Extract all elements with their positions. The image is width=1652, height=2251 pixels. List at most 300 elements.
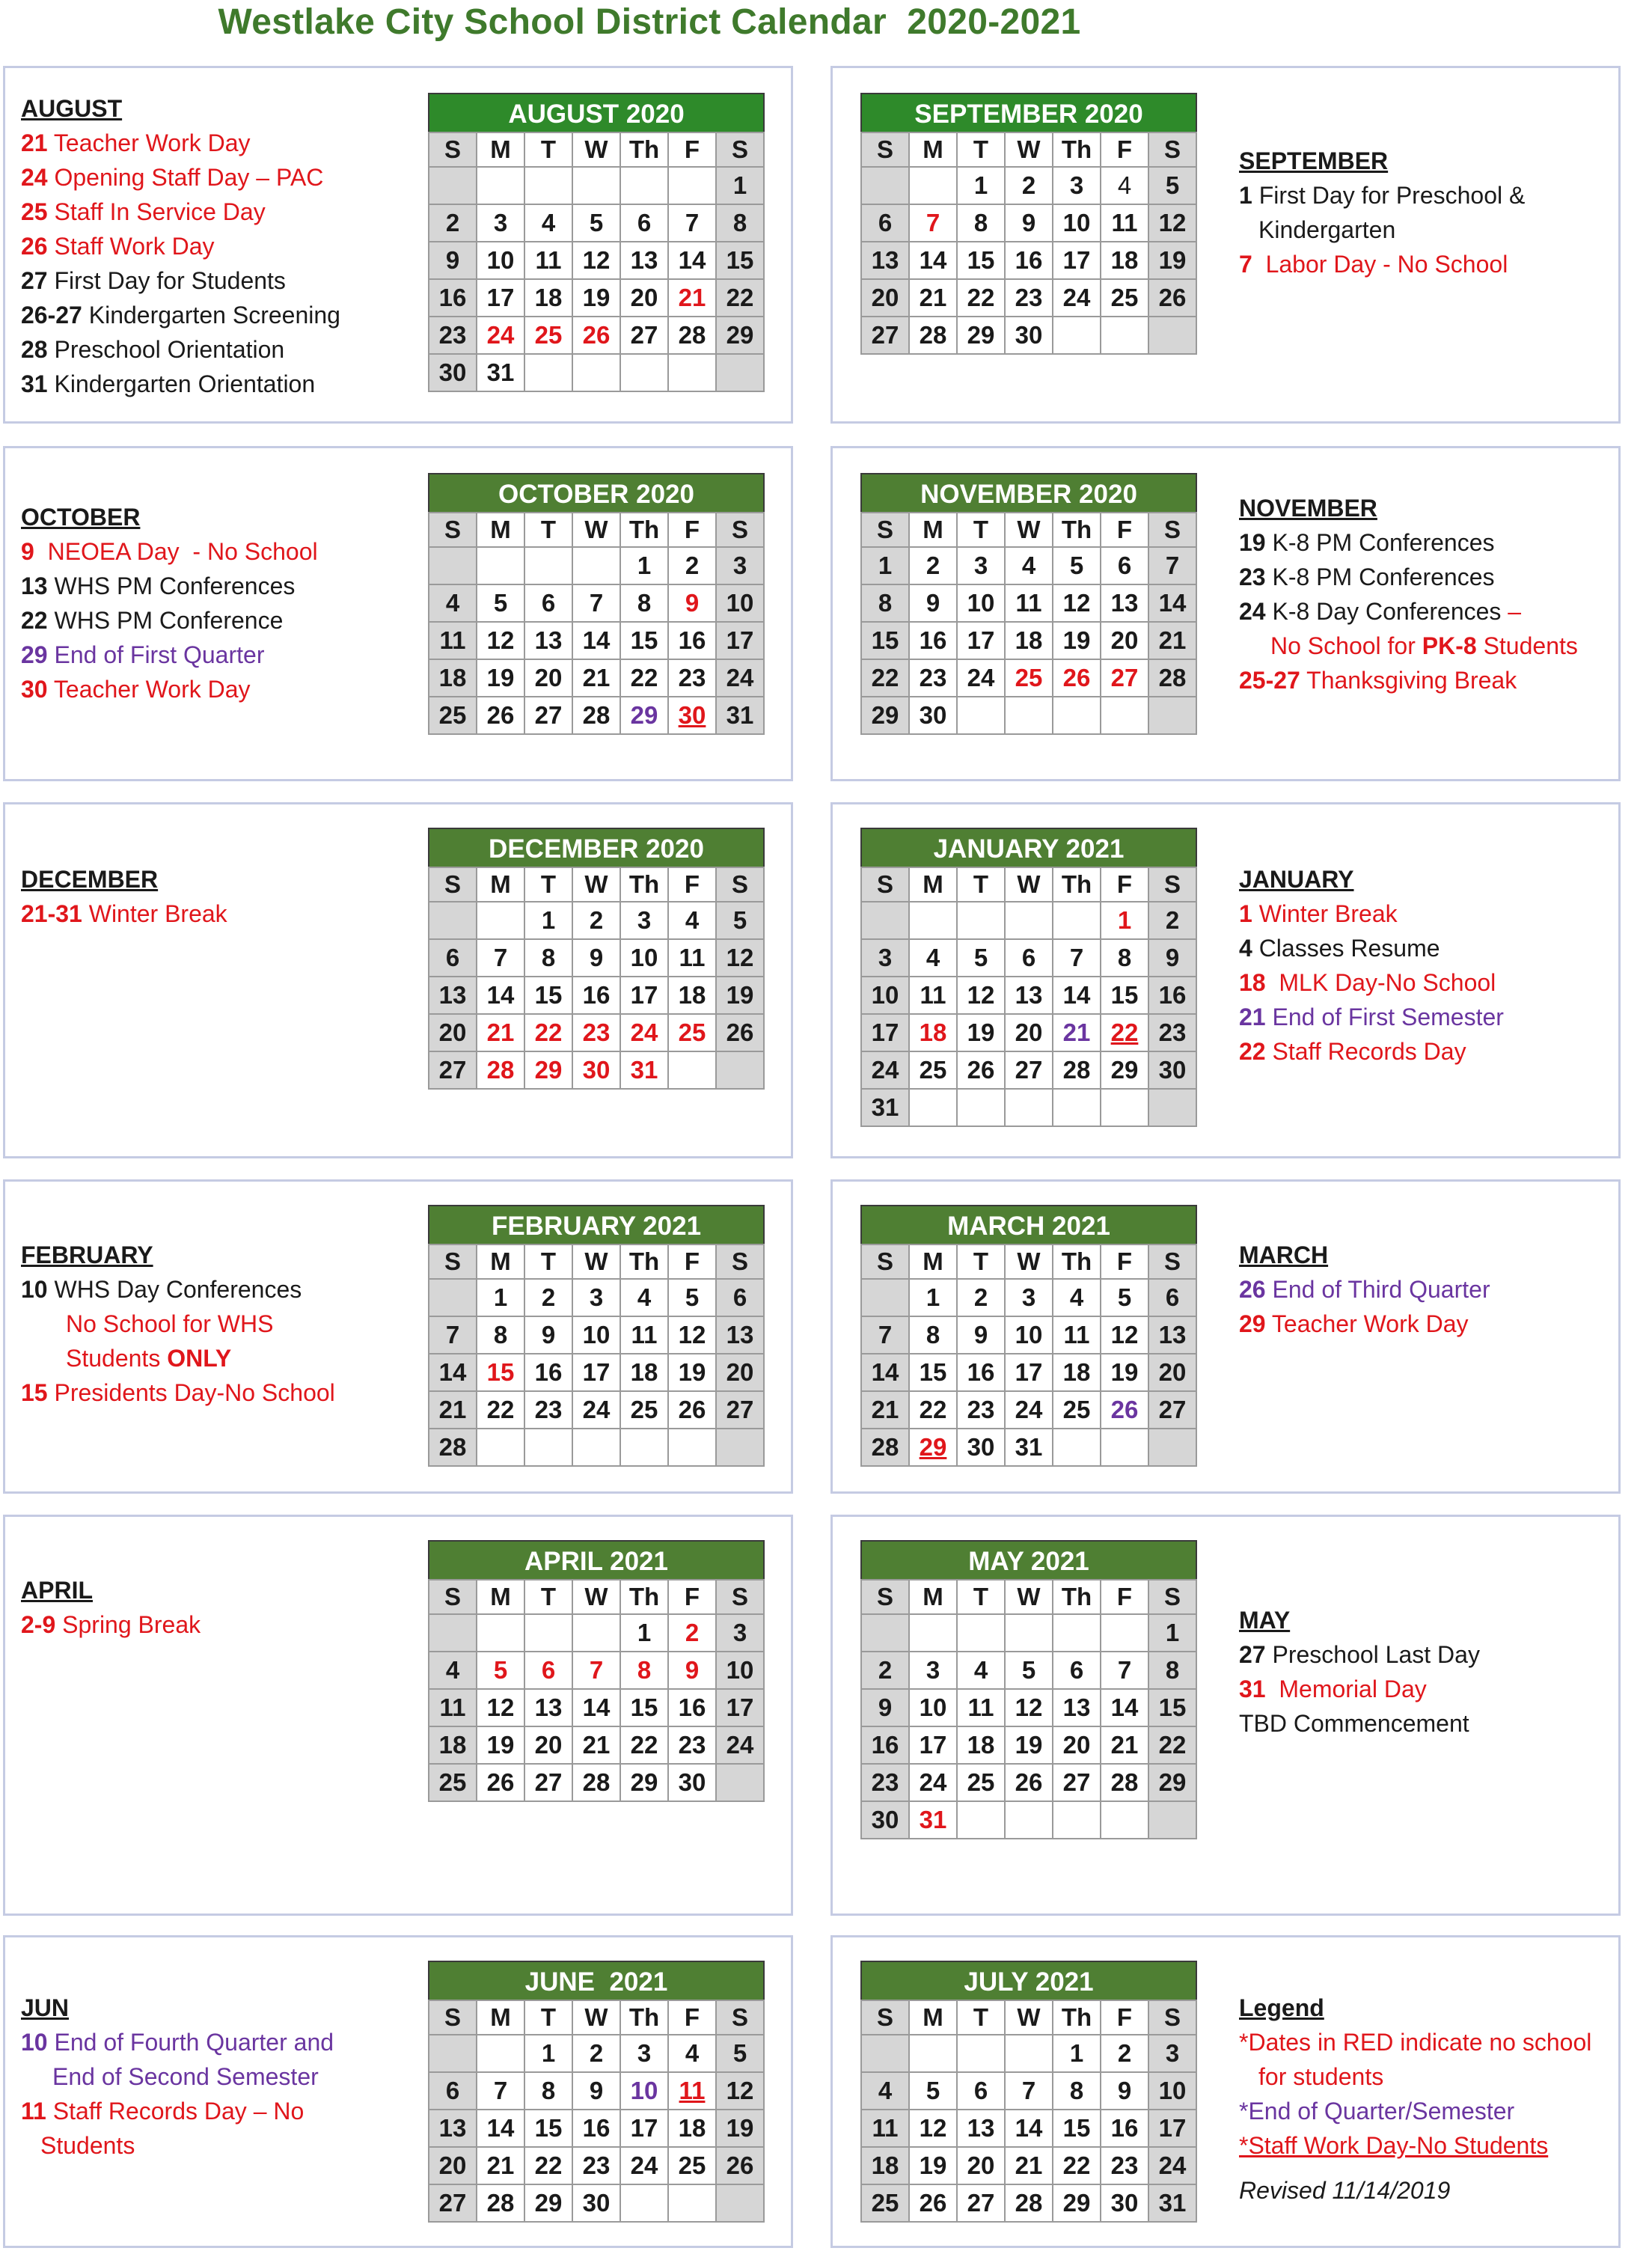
calendar-title: APRIL 2021 xyxy=(428,1540,765,1579)
empty-day-cell xyxy=(477,2035,524,2072)
event-line xyxy=(21,332,340,367)
calendar-title: JUNE 2021 xyxy=(428,1961,765,2000)
day-cell: 28 xyxy=(572,1764,620,1801)
event-line xyxy=(21,638,318,672)
day-cell: 17 xyxy=(477,279,524,317)
event-text: No School for xyxy=(1270,632,1422,659)
event-line xyxy=(21,2128,334,2163)
event-line xyxy=(21,195,340,229)
event-line xyxy=(1239,965,1504,1000)
weekday-header: M xyxy=(909,1244,957,1279)
weekday-header: T xyxy=(957,1244,1005,1279)
day-cell: 9 xyxy=(668,584,716,622)
weekday-header: F xyxy=(668,132,716,167)
empty-day-cell xyxy=(524,354,572,391)
day-cell: 1 xyxy=(620,547,668,584)
empty-day-cell xyxy=(524,1614,572,1652)
day-cell: 27 xyxy=(1005,1051,1053,1089)
day-cell: 3 xyxy=(620,2035,668,2072)
day-cell: 12 xyxy=(477,622,524,659)
event-line xyxy=(1239,2094,1591,2128)
day-cell: 8 xyxy=(716,204,764,242)
day-cell: 29 xyxy=(1101,1051,1148,1089)
day-cell: 13 xyxy=(524,1689,572,1726)
day-cell: 9 xyxy=(1005,204,1053,242)
day-cell: 25 xyxy=(429,1764,477,1801)
event-line xyxy=(21,1341,335,1375)
day-cell: 3 xyxy=(477,204,524,242)
day-cell: 14 xyxy=(572,1689,620,1726)
day-cell: 3 xyxy=(620,902,668,939)
day-cell: 4 xyxy=(429,1652,477,1689)
day-cell: 6 xyxy=(524,1652,572,1689)
calendar-may xyxy=(860,1540,1197,1839)
day-cell: 6 xyxy=(1005,939,1053,977)
empty-day-cell xyxy=(909,1089,957,1126)
day-cell: 31 xyxy=(1005,1429,1053,1466)
calendar-january xyxy=(860,828,1197,1127)
day-cell: 13 xyxy=(1053,1689,1101,1726)
month-heading: NOVEMBER xyxy=(1239,495,1377,522)
event-date: 26 xyxy=(1239,1276,1266,1303)
empty-day-cell xyxy=(909,902,957,939)
day-cell: 7 xyxy=(1053,939,1101,977)
event-text: Staff Work Day xyxy=(47,233,215,260)
day-cell: 12 xyxy=(477,1689,524,1726)
weekday-header: W xyxy=(1005,2000,1053,2035)
day-cell: 28 xyxy=(1005,2184,1053,2222)
empty-day-cell xyxy=(1005,1089,1053,1126)
weekday-header: T xyxy=(524,2000,572,2035)
event-date: 22 xyxy=(1239,1038,1266,1065)
day-cell: 21 xyxy=(909,279,957,317)
day-cell: 30 xyxy=(1148,1051,1196,1089)
weekday-header: W xyxy=(572,132,620,167)
day-cell: 30 xyxy=(861,1801,909,1839)
day-cell: 2 xyxy=(429,204,477,242)
event-text: Kindergarten Orientation xyxy=(47,370,316,397)
weekday-header: M xyxy=(909,2000,957,2035)
month-heading: Legend xyxy=(1239,1994,1324,2021)
event-line xyxy=(21,2059,334,2094)
day-cell: 25 xyxy=(524,317,572,354)
day-cell: 15 xyxy=(1053,2110,1101,2147)
day-cell: 25 xyxy=(620,1391,668,1429)
event-text: Preschool Last Day xyxy=(1265,1641,1480,1668)
day-cell: 28 xyxy=(477,2184,524,2222)
day-cell: 20 xyxy=(1101,622,1148,659)
month-heading: JUN xyxy=(21,1994,70,2021)
event-text: Labor Day - No School xyxy=(1252,251,1508,278)
event-date: 28 xyxy=(21,336,48,363)
day-cell: 26 xyxy=(716,2147,764,2184)
day-cell: 3 xyxy=(572,1279,620,1316)
empty-day-cell xyxy=(957,697,1005,734)
day-cell: 14 xyxy=(1101,1689,1148,1726)
day-cell: 16 xyxy=(909,622,957,659)
day-cell: 19 xyxy=(909,2147,957,2184)
day-cell: 8 xyxy=(620,584,668,622)
weekday-header: Th xyxy=(1053,867,1101,902)
month-heading: SEPTEMBER xyxy=(1239,147,1389,174)
day-cell: 24 xyxy=(1148,2147,1196,2184)
day-cell: 6 xyxy=(957,2072,1005,2110)
day-cell: 21 xyxy=(572,659,620,697)
day-cell: 17 xyxy=(909,1726,957,1764)
weekday-header: S xyxy=(1148,1244,1196,1279)
calendar-grid xyxy=(428,512,765,735)
day-cell: 9 xyxy=(957,1316,1005,1354)
event-line xyxy=(1239,663,1578,697)
weekday-header: W xyxy=(1005,867,1053,902)
day-cell: 24 xyxy=(909,1764,957,1801)
notes-june xyxy=(21,1991,334,2163)
event-date: 19 xyxy=(1239,529,1266,556)
event-date: 1 xyxy=(1239,182,1252,209)
event-line xyxy=(21,897,227,931)
day-cell: 26 xyxy=(572,317,620,354)
event-line xyxy=(1239,1034,1504,1069)
day-cell: 16 xyxy=(668,622,716,659)
day-cell: 5 xyxy=(1053,547,1101,584)
day-cell: 31 xyxy=(909,1801,957,1839)
day-cell: 13 xyxy=(429,977,477,1014)
day-cell: 26 xyxy=(909,2184,957,2222)
day-cell: 14 xyxy=(909,242,957,279)
day-cell: 25 xyxy=(668,2147,716,2184)
day-cell: 15 xyxy=(716,242,764,279)
day-cell: 24 xyxy=(620,2147,668,2184)
day-cell: 26 xyxy=(1053,659,1101,697)
event-text: Teacher Work Day xyxy=(1265,1310,1469,1337)
event-line xyxy=(1239,1672,1480,1706)
day-cell: 8 xyxy=(861,584,909,622)
calendar-november xyxy=(860,473,1197,735)
day-cell: 19 xyxy=(716,977,764,1014)
event-line xyxy=(21,672,318,706)
day-cell: 6 xyxy=(429,2072,477,2110)
calendar-title: DECEMBER 2020 xyxy=(428,828,765,867)
weekday-header: F xyxy=(1101,1580,1148,1614)
weekday-header: Th xyxy=(620,132,668,167)
day-cell: 27 xyxy=(524,697,572,734)
day-cell: 15 xyxy=(861,622,909,659)
event-text: Staff Records Day xyxy=(1265,1038,1466,1065)
empty-day-cell xyxy=(1005,902,1053,939)
event-line xyxy=(21,298,340,332)
empty-day-cell xyxy=(1053,1801,1101,1839)
empty-day-cell xyxy=(524,547,572,584)
empty-day-cell xyxy=(1005,1614,1053,1652)
month-heading: JANUARY xyxy=(1239,866,1354,893)
day-cell: 2 xyxy=(861,1652,909,1689)
event-date: 18 xyxy=(1239,969,1266,996)
day-cell: 24 xyxy=(716,1726,764,1764)
event-line xyxy=(21,367,340,401)
day-cell: 19 xyxy=(668,1354,716,1391)
empty-day-cell xyxy=(1148,1801,1196,1839)
day-cell: 6 xyxy=(1053,1652,1101,1689)
day-cell: 15 xyxy=(1148,1689,1196,1726)
day-cell: 1 xyxy=(909,1279,957,1316)
day-cell: 7 xyxy=(861,1316,909,1354)
event-line xyxy=(21,1607,201,1642)
month-heading: MAY xyxy=(1239,1607,1291,1634)
weekday-header: M xyxy=(909,132,957,167)
calendar-grid xyxy=(860,512,1197,735)
event-text: Staff In Service Day xyxy=(47,198,266,225)
empty-day-cell xyxy=(909,167,957,204)
day-cell: 17 xyxy=(1005,1354,1053,1391)
weekday-header: S xyxy=(1148,513,1196,547)
day-cell: 2 xyxy=(524,1279,572,1316)
empty-day-cell xyxy=(572,547,620,584)
day-cell: 23 xyxy=(861,1764,909,1801)
empty-day-cell xyxy=(477,902,524,939)
day-cell: 16 xyxy=(572,977,620,1014)
day-cell: 3 xyxy=(957,547,1005,584)
weekday-header: M xyxy=(477,132,524,167)
day-cell: 15 xyxy=(1101,977,1148,1014)
day-cell: 17 xyxy=(1053,242,1101,279)
event-text: Thanksgiving Break xyxy=(1300,667,1517,694)
weekday-header: W xyxy=(572,2000,620,2035)
day-cell: 4 xyxy=(429,584,477,622)
event-date: 31 xyxy=(1239,1676,1266,1702)
empty-day-cell xyxy=(861,902,909,939)
day-cell: 18 xyxy=(861,2147,909,2184)
weekday-header: T xyxy=(524,513,572,547)
empty-day-cell xyxy=(524,1429,572,1466)
day-cell: 4 xyxy=(1005,547,1053,584)
day-cell: 3 xyxy=(716,547,764,584)
event-text: NEOEA Day - No School xyxy=(34,538,318,565)
weekday-header: F xyxy=(668,867,716,902)
empty-day-cell xyxy=(620,354,668,391)
calendar-grid xyxy=(428,2000,765,2223)
empty-day-cell xyxy=(909,2035,957,2072)
day-cell: 20 xyxy=(1148,1354,1196,1391)
day-cell: 23 xyxy=(957,1391,1005,1429)
weekday-header: S xyxy=(1148,2000,1196,2035)
day-cell: 5 xyxy=(716,902,764,939)
day-cell: 8 xyxy=(1053,2072,1101,2110)
event-text: TBD Commencement xyxy=(1239,1710,1469,1737)
day-cell: 30 xyxy=(1101,2184,1148,2222)
event-text: Classes Resume xyxy=(1252,935,1440,962)
empty-day-cell xyxy=(1005,697,1053,734)
day-cell: 27 xyxy=(1053,1764,1101,1801)
event-line xyxy=(1239,525,1578,560)
weekday-header: S xyxy=(716,513,764,547)
event-date: 26 xyxy=(21,233,48,260)
day-cell: 25 xyxy=(429,697,477,734)
day-cell: 11 xyxy=(524,242,572,279)
empty-day-cell xyxy=(716,1051,764,1089)
day-cell: 25 xyxy=(1101,279,1148,317)
weekday-header: T xyxy=(957,867,1005,902)
day-cell: 11 xyxy=(429,622,477,659)
empty-day-cell xyxy=(1101,1801,1148,1839)
event-line xyxy=(1239,594,1578,629)
day-cell: 18 xyxy=(429,1726,477,1764)
day-cell: 28 xyxy=(572,697,620,734)
day-cell: 15 xyxy=(524,977,572,1014)
notes-september xyxy=(1239,144,1525,281)
month-heading: AUGUST xyxy=(21,95,123,122)
day-cell: 27 xyxy=(620,317,668,354)
day-cell: 7 xyxy=(1101,1652,1148,1689)
day-cell: 9 xyxy=(429,242,477,279)
empty-day-cell xyxy=(429,902,477,939)
empty-day-cell xyxy=(861,1279,909,1316)
calendar-grid xyxy=(860,867,1197,1127)
day-cell: 20 xyxy=(524,659,572,697)
calendar-december xyxy=(428,828,765,1090)
empty-day-cell xyxy=(1053,317,1101,354)
weekday-header: S xyxy=(861,132,909,167)
event-text: MLK Day-No School xyxy=(1265,969,1496,996)
weekday-header: Th xyxy=(1053,1580,1101,1614)
empty-day-cell xyxy=(429,167,477,204)
weekday-header: F xyxy=(1101,132,1148,167)
day-cell: 29 xyxy=(861,697,909,734)
weekday-header: T xyxy=(524,867,572,902)
day-cell: 26 xyxy=(716,1014,764,1051)
day-cell: 22 xyxy=(957,279,1005,317)
day-cell: 5 xyxy=(1148,167,1196,204)
day-cell: 19 xyxy=(1101,1354,1148,1391)
notes-april xyxy=(21,1573,201,1642)
weekday-header: S xyxy=(429,1244,477,1279)
event-date: 1 xyxy=(1239,900,1252,927)
event-line xyxy=(1239,560,1578,594)
event-line xyxy=(1239,213,1525,247)
calendar-august xyxy=(428,93,765,392)
calendar-july xyxy=(860,1961,1197,2223)
calendar-october xyxy=(428,473,765,735)
empty-day-cell xyxy=(1148,697,1196,734)
day-cell: 18 xyxy=(1101,242,1148,279)
day-cell: 18 xyxy=(668,2110,716,2147)
month-heading: APRIL xyxy=(21,1577,93,1604)
weekday-header: T xyxy=(524,132,572,167)
day-cell: 14 xyxy=(572,622,620,659)
day-cell: 30 xyxy=(909,697,957,734)
empty-day-cell xyxy=(1053,902,1101,939)
weekday-header: T xyxy=(957,1580,1005,1614)
day-cell: 7 xyxy=(477,2072,524,2110)
day-cell: 23 xyxy=(668,659,716,697)
empty-day-cell xyxy=(477,1614,524,1652)
event-line xyxy=(1239,2025,1591,2059)
event-line xyxy=(1239,178,1525,213)
day-cell: 8 xyxy=(909,1316,957,1354)
day-cell: 8 xyxy=(1148,1652,1196,1689)
weekday-header: S xyxy=(429,132,477,167)
day-cell: 21 xyxy=(477,1014,524,1051)
empty-day-cell xyxy=(957,2035,1005,2072)
event-date: 10 xyxy=(21,1276,48,1303)
weekday-header: W xyxy=(1005,513,1053,547)
weekday-header: M xyxy=(477,1580,524,1614)
day-cell: 6 xyxy=(429,939,477,977)
event-text: Teacher Work Day xyxy=(47,676,251,703)
day-cell: 1 xyxy=(524,902,572,939)
day-cell: 11 xyxy=(1005,584,1053,622)
day-cell: 1 xyxy=(1053,2035,1101,2072)
event-text: Preschool Orientation xyxy=(47,336,285,363)
day-cell: 28 xyxy=(1148,659,1196,697)
notes-legend xyxy=(1239,1991,1591,2208)
day-cell: 12 xyxy=(957,977,1005,1014)
event-line xyxy=(21,569,318,603)
event-line xyxy=(21,2025,334,2059)
day-cell: 18 xyxy=(620,1354,668,1391)
day-cell: 7 xyxy=(909,204,957,242)
calendar-grid xyxy=(860,1244,1197,1467)
day-cell: 13 xyxy=(620,242,668,279)
day-cell: 24 xyxy=(620,1014,668,1051)
empty-day-cell xyxy=(477,547,524,584)
weekday-header: F xyxy=(1101,867,1148,902)
calendar-grid xyxy=(860,2000,1197,2223)
day-cell: 11 xyxy=(620,1316,668,1354)
day-cell: 5 xyxy=(1101,1279,1148,1316)
event-text: K-8 PM Conferences xyxy=(1265,529,1495,556)
event-date: 25-27 xyxy=(1239,667,1300,694)
day-cell: 10 xyxy=(1148,2072,1196,2110)
empty-day-cell xyxy=(668,1429,716,1466)
day-cell: 2 xyxy=(909,547,957,584)
page-title: Westlake City School District Calendar 2020-2021 xyxy=(218,2,1081,42)
event-line xyxy=(1239,1307,1490,1341)
empty-day-cell xyxy=(1101,1429,1148,1466)
day-cell: 16 xyxy=(524,1354,572,1391)
event-text: *Dates in RED indicate no school xyxy=(1239,2029,1592,2056)
event-line xyxy=(1239,2128,1591,2163)
day-cell: 14 xyxy=(668,242,716,279)
day-cell: 13 xyxy=(1005,977,1053,1014)
day-cell: 21 xyxy=(1101,1726,1148,1764)
day-cell: 10 xyxy=(620,2072,668,2110)
event-line xyxy=(1239,1000,1504,1034)
day-cell: 22 xyxy=(620,659,668,697)
day-cell: 30 xyxy=(1005,317,1053,354)
empty-day-cell xyxy=(572,167,620,204)
day-cell: 10 xyxy=(477,242,524,279)
day-cell: 21 xyxy=(572,1726,620,1764)
calendar-grid xyxy=(428,1244,765,1467)
day-cell: 31 xyxy=(477,354,524,391)
day-cell: 11 xyxy=(861,2110,909,2147)
day-cell: 22 xyxy=(524,2147,572,2184)
event-line xyxy=(21,2094,334,2128)
calendar-title: JANUARY 2021 xyxy=(860,828,1197,867)
day-cell: 16 xyxy=(861,1726,909,1764)
day-cell: 11 xyxy=(957,1689,1005,1726)
calendar-title: FEBRUARY 2021 xyxy=(428,1205,765,1244)
day-cell: 29 xyxy=(620,697,668,734)
weekday-header: Th xyxy=(620,2000,668,2035)
day-cell: 22 xyxy=(909,1391,957,1429)
event-text: Winter Break xyxy=(82,900,227,927)
day-cell: 23 xyxy=(524,1391,572,1429)
day-cell: 8 xyxy=(957,204,1005,242)
day-cell: 2 xyxy=(957,1279,1005,1316)
day-cell: 24 xyxy=(572,1391,620,1429)
day-cell: 21 xyxy=(477,2147,524,2184)
